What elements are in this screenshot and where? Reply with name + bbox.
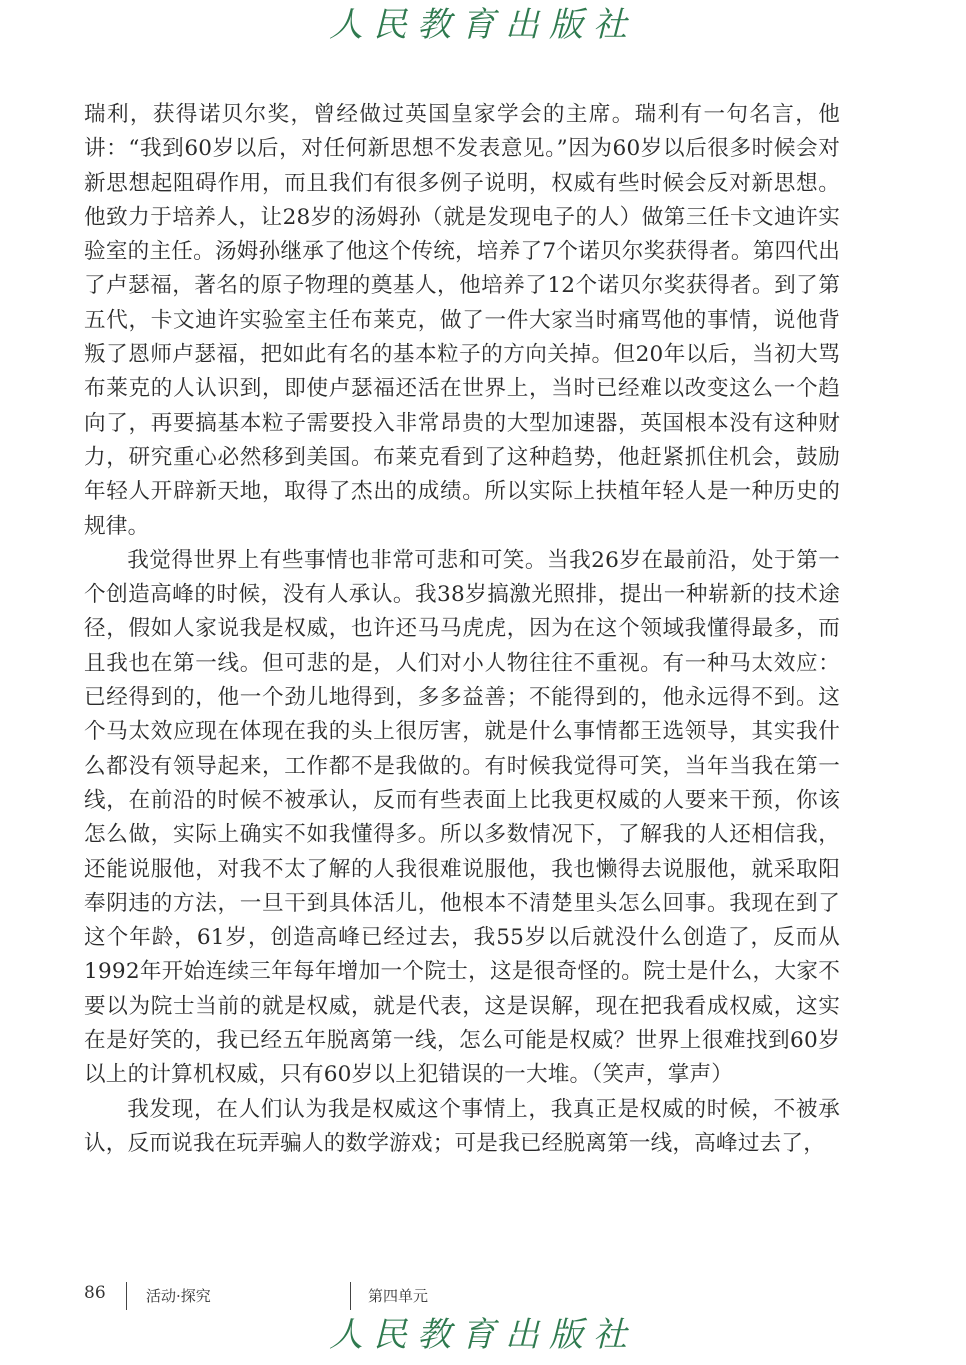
page-footer bbox=[84, 1282, 484, 1310]
paragraph-1: 瑞利，获得诺贝尔奖，曾经做过英国皇家学会的主席。瑞利有一句名言，他讲：“我到60岁以后，对任何新思想不发表意见。”因为60岁以后很多时候会对新思想起阻碍作用，而且我们有很多例子说明，权威有些时候会反对新思想。他致力于培养人，让28岁的汤姆孙（就是发现电子的人）做第三任卡文迪许实验室的主任。汤姆孙继承了他这个传统，培养了7个诺贝尔奖获得者。第四代出了卢瑟福，著名的原子物理的奠基人，他培养了12个诺贝尔奖获得者。到了第五代，卡文迪许实验室主任布莱克，做了一件大家当时痛骂他的事情，说他背叛了恩师卢瑟福，把如此有名的基本粒子的方向关掉。但20年以后，当初大骂布莱克的人认识到，即使卢瑟福还活在世界上，当时已经难以改变这么一个趋向了，再要搞基本粒子需要投入非常昂贵的大型加速器，英国根本没有这种财力，研究重心必然移到美国。布莱克看到了这种趋势，他赶紧抓住机会，鼓励年轻人开辟新天地，取得了杰出的成绩。所以实际上扶植年轻人是一种历史的规律。 bbox=[84, 102, 840, 539]
publisher-logo-bottom: 人民教育出版社 bbox=[329, 1315, 637, 1355]
page-number: 86 bbox=[84, 1283, 106, 1303]
publisher-logo-top: 人民教育出版社 bbox=[329, 5, 637, 45]
paragraph-2: 我觉得世界上有些事情也非常可悲和可笑。当我26岁在最前沿，处于第一个创造高峰的时候，没有人承认。我38岁搞激光照排，提出一种崭新的技术途径，假如人家说我是权威，也许还马马虎虎，因为在这个领域我懂得最多，而且我也在第一线。但可悲的是，人们对小人物往往不重视。有一种马太效应：已经得到的，他一个劲儿地得到，多多益善；不能得到的，他永远得不到。这个马太效应现在体现在我的头上很厉害，就是什么事情都王选领导，其实我什么都没有领导起来，工作都不是我做的。有时候我觉得可笑，当年当我在第一线，在前沿的时候不被承认，反而有些表面上比我更权威的人要来干预，你该怎么做，实际上确实不如我懂得多。所以多数情况下，了解我的人还相信我，还能说服他，对我不太了解的人我很难说服他，我也懒得去说服他，就采取阳奉阴违的方法，一旦干到具体活儿，他根本不清楚里头怎么回事。我现在到了这个年龄，61岁，创造高峰已经过去，我55岁以后就没什么创造了，反而从1992年开始连续三年每年增加一个院士，这是很奇怪的。院士是什么，大家不要以为院士当前的就是权威，就是代表，这是误解，现在把我看成权威，这实在是好笑的，我已经五年脱离第一线，怎么可能是权威？世界上很难找到60岁以上的计算机权威，只有60岁以上犯错误的一大堆。（笑声，掌声） bbox=[84, 547, 840, 1088]
main-text bbox=[84, 98, 840, 1161]
section-title: 活动·探究 bbox=[146, 1287, 211, 1305]
unit-title: 第四单元 bbox=[368, 1287, 429, 1305]
footer-divider bbox=[350, 1282, 351, 1310]
footer-divider bbox=[126, 1282, 127, 1310]
paragraph-3: 我发现，在人们认为我是权威这个事情上，我真正是权威的时候，不被承认，反而说我在玩弄骗人的数学游戏；可是我已经脱离第一线，高峰过去了， bbox=[84, 1096, 840, 1156]
